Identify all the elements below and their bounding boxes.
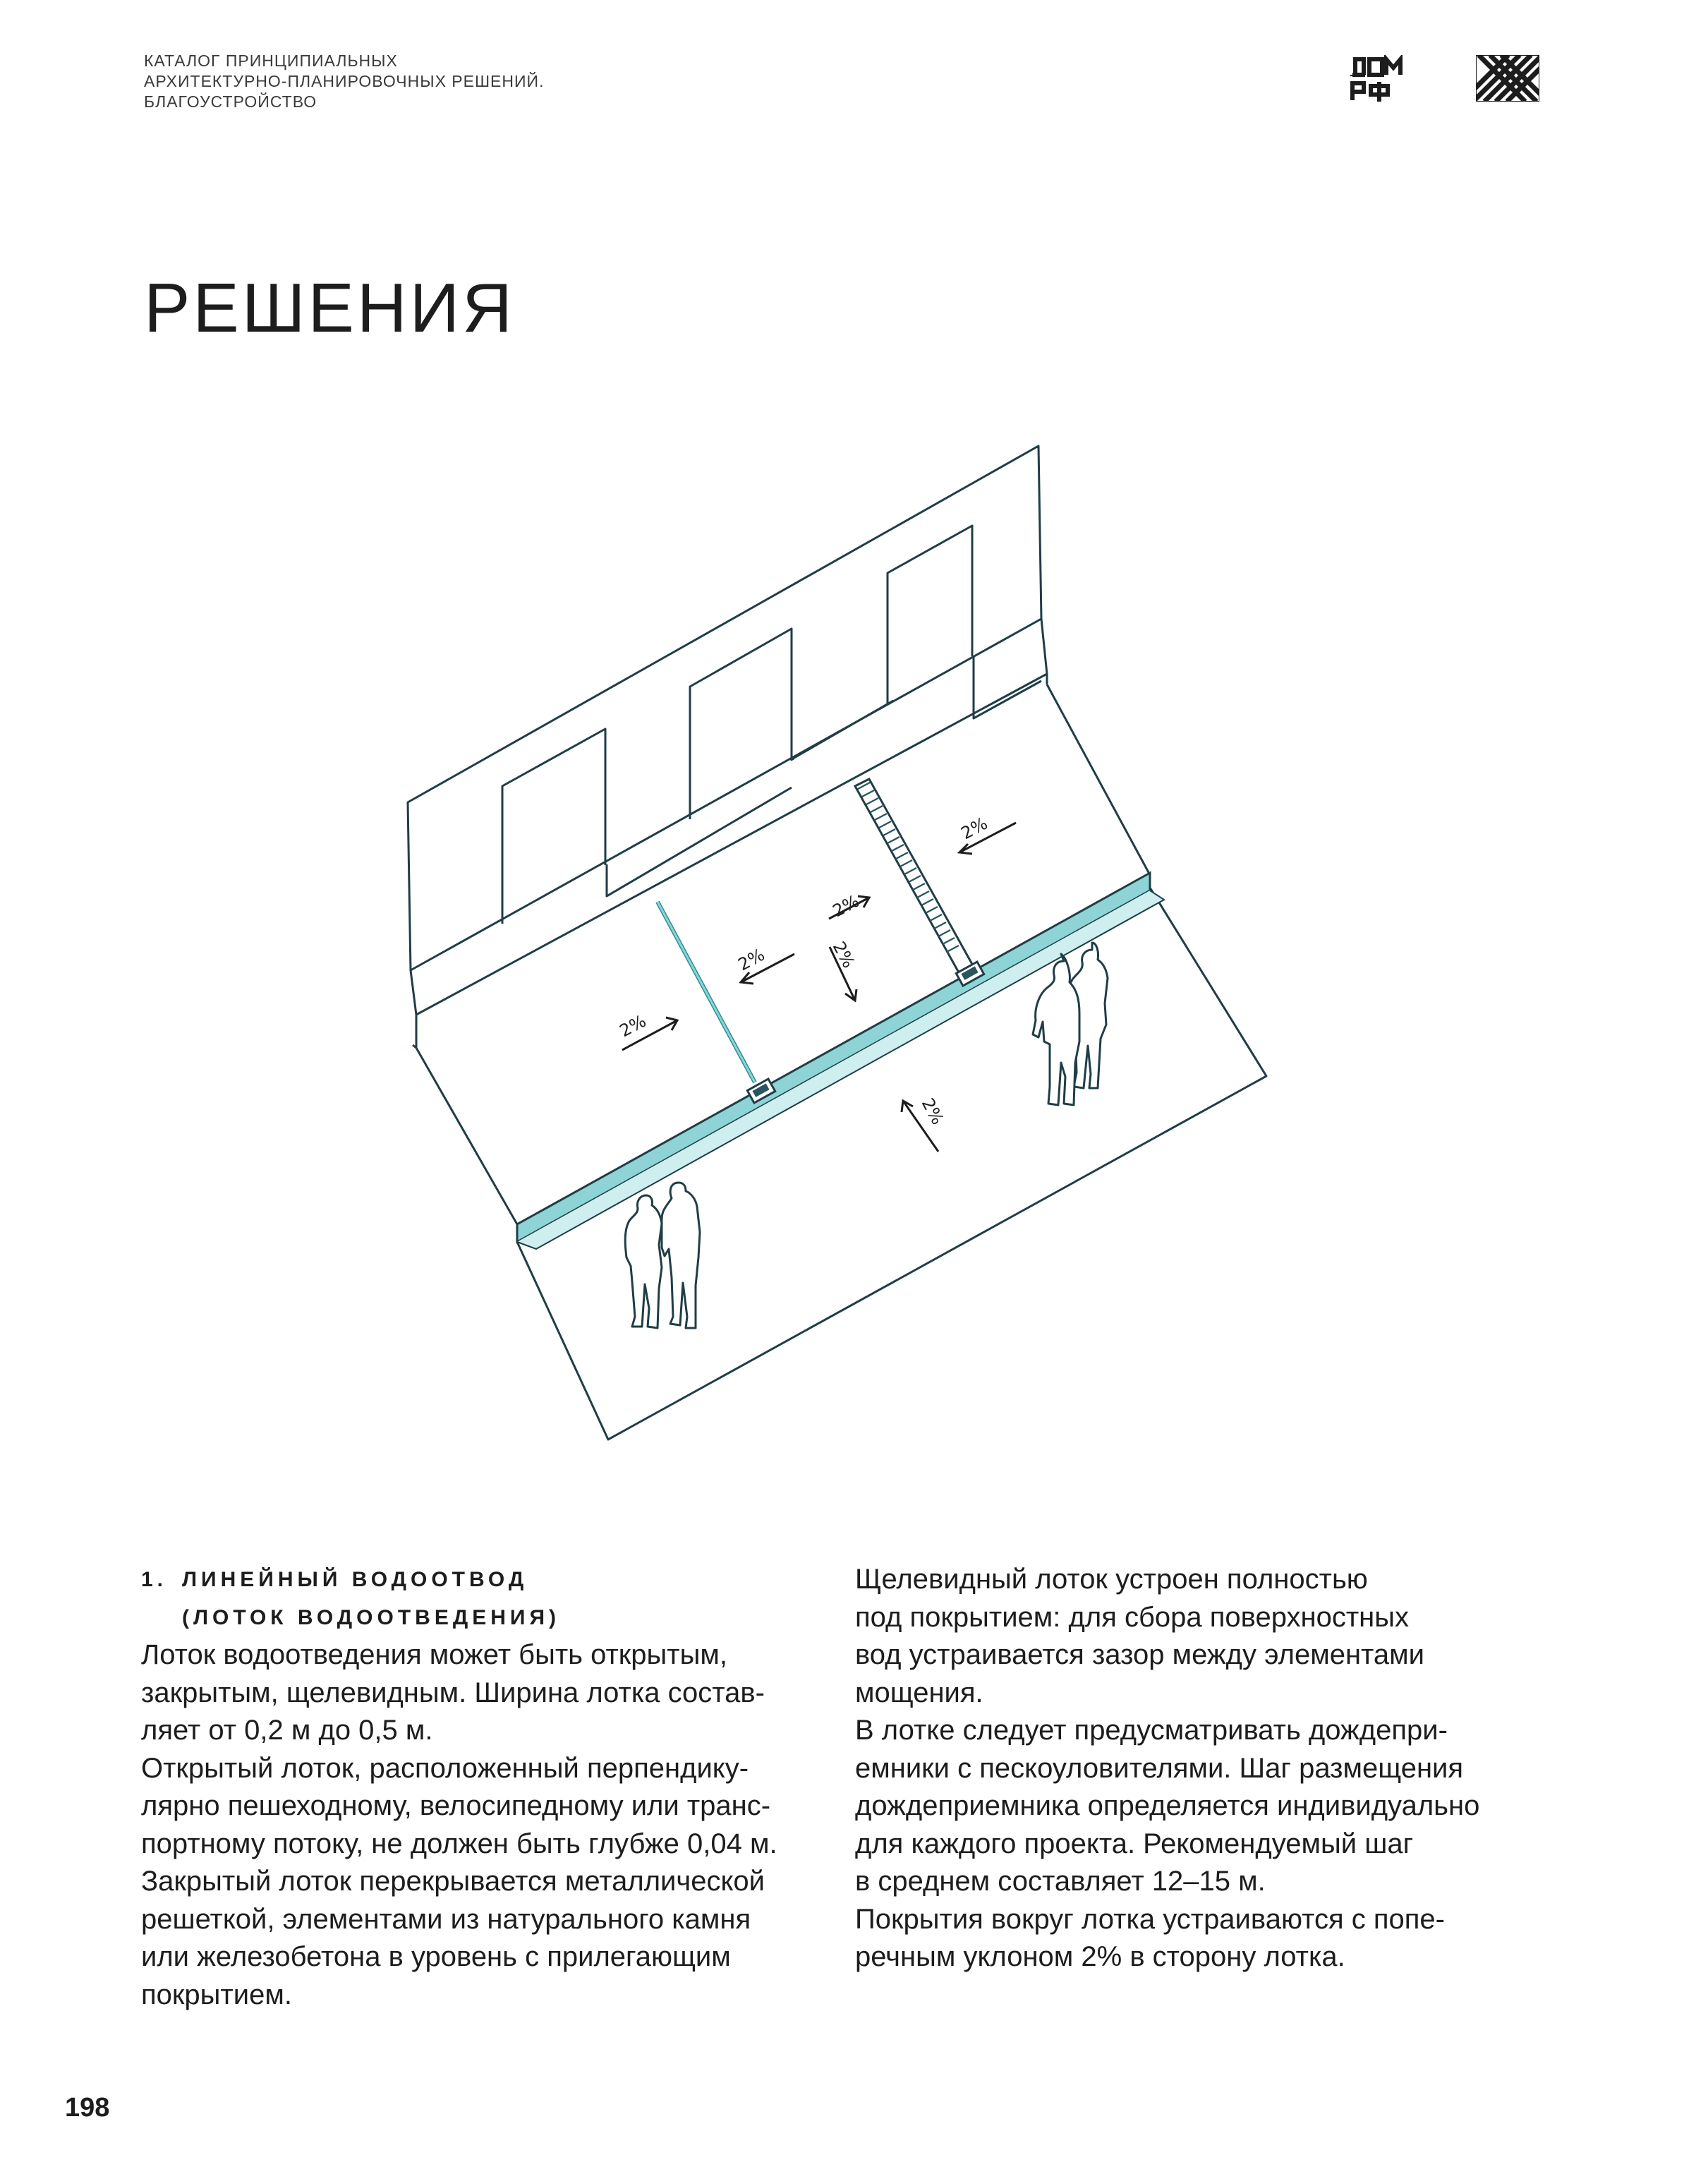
page-title: РЕШЕНИЯ: [144, 269, 515, 346]
dom-rf-logo-icon: [1350, 55, 1405, 103]
facade-window: [607, 787, 792, 896]
paragraph-line: под покрытием: для сбора поверхностных: [855, 1601, 1409, 1633]
drainage-axonometric-diagram: [395, 437, 1326, 1454]
paragraph-line: Лоток водоотведения может быть открытым,: [141, 1639, 727, 1670]
facade-window: [888, 526, 972, 704]
slope-label: 2%: [734, 944, 768, 975]
paragraph-line: или железобетона в уровень с прилегающим: [141, 1941, 731, 1972]
pedestrian-figure: [625, 1195, 662, 1328]
paragraph-line: дождеприемника определяется индивидуально: [855, 1790, 1480, 1821]
text-column-right: [855, 1561, 1561, 1976]
paragraph-line: покрытием.: [141, 1979, 292, 2010]
text-column-left: [141, 1561, 847, 2014]
section-heading-line: ЛИНЕЙНЫЙ ВОДООТВОД: [182, 1568, 528, 1591]
paragraph-line: лярно пешеходному, велосипедному или транс-: [141, 1790, 771, 1821]
paragraph-line: Щелевидный лоток устроен полностью: [855, 1564, 1368, 1595]
paragraph-line: для каждого проекта. Рекомендуемый шаг: [855, 1828, 1414, 1859]
grated-channel: [855, 779, 974, 974]
facade-window: [690, 629, 792, 819]
catalog-header: [144, 51, 544, 112]
page-number: 198: [65, 2093, 110, 2123]
slope-label: 2%: [917, 1094, 948, 1128]
paragraph-line: емники с пескоуловителями. Шаг размещения: [855, 1752, 1464, 1784]
paragraph-line: закрытым, щелевидным. Ширина лотка состав-: [141, 1677, 765, 1708]
slope-label: 2%: [829, 891, 863, 922]
catalog-header-line: КАТАЛОГ ПРИНЦИПИАЛЬНЫХ: [144, 52, 398, 70]
paragraph-line: Открытый лоток, расположенный перпендику-: [141, 1752, 749, 1784]
pedestrian-figure: [662, 1183, 700, 1328]
paragraph-line: мощения.: [855, 1677, 983, 1708]
paragraph-line: портному потоку, не должен быть глубже 0,04 м.: [141, 1828, 777, 1859]
slope-label: 2%: [957, 813, 991, 844]
slope-label: 2%: [828, 938, 859, 972]
paragraph-line: ляет от 0,2 м до 0,5 м.: [141, 1715, 433, 1746]
diagonal-weave-logo-icon: [1476, 55, 1539, 102]
paragraph-line: В лотке следует предусматривать дождепри-: [855, 1715, 1448, 1746]
paragraph-line: решеткой, элементами из натурального камня: [141, 1903, 751, 1935]
paragraph-line: речным уклоном 2% в сторону лотка.: [855, 1941, 1345, 1972]
facade-window: [793, 701, 893, 760]
catalog-header-line: БЛАГОУСТРОЙСТВО: [144, 92, 317, 111]
paragraph-line: Закрытый лоток перекрывается металлической: [141, 1866, 765, 1897]
section-number: 1.: [141, 1568, 168, 1591]
pedestrian-figure: [1033, 954, 1079, 1105]
facade-window: [502, 729, 605, 924]
catalog-header-line: АРХИТЕКТУРНО-ПЛАНИРОВОЧНЫХ РЕШЕНИЙ.: [144, 72, 545, 90]
section-heading-line: (ЛОТОК ВОДООТВЕДЕНИЯ): [182, 1605, 560, 1629]
section-heading: [141, 1561, 847, 1636]
paragraph-line: Покрытия вокруг лотка устраиваются с попе-: [855, 1903, 1445, 1935]
paragraph-line: вод устраивается зазор между элементами: [855, 1639, 1424, 1670]
slope-label: 2%: [616, 1010, 650, 1042]
paragraph-line: в среднем составляет 12–15 м.: [855, 1866, 1266, 1897]
